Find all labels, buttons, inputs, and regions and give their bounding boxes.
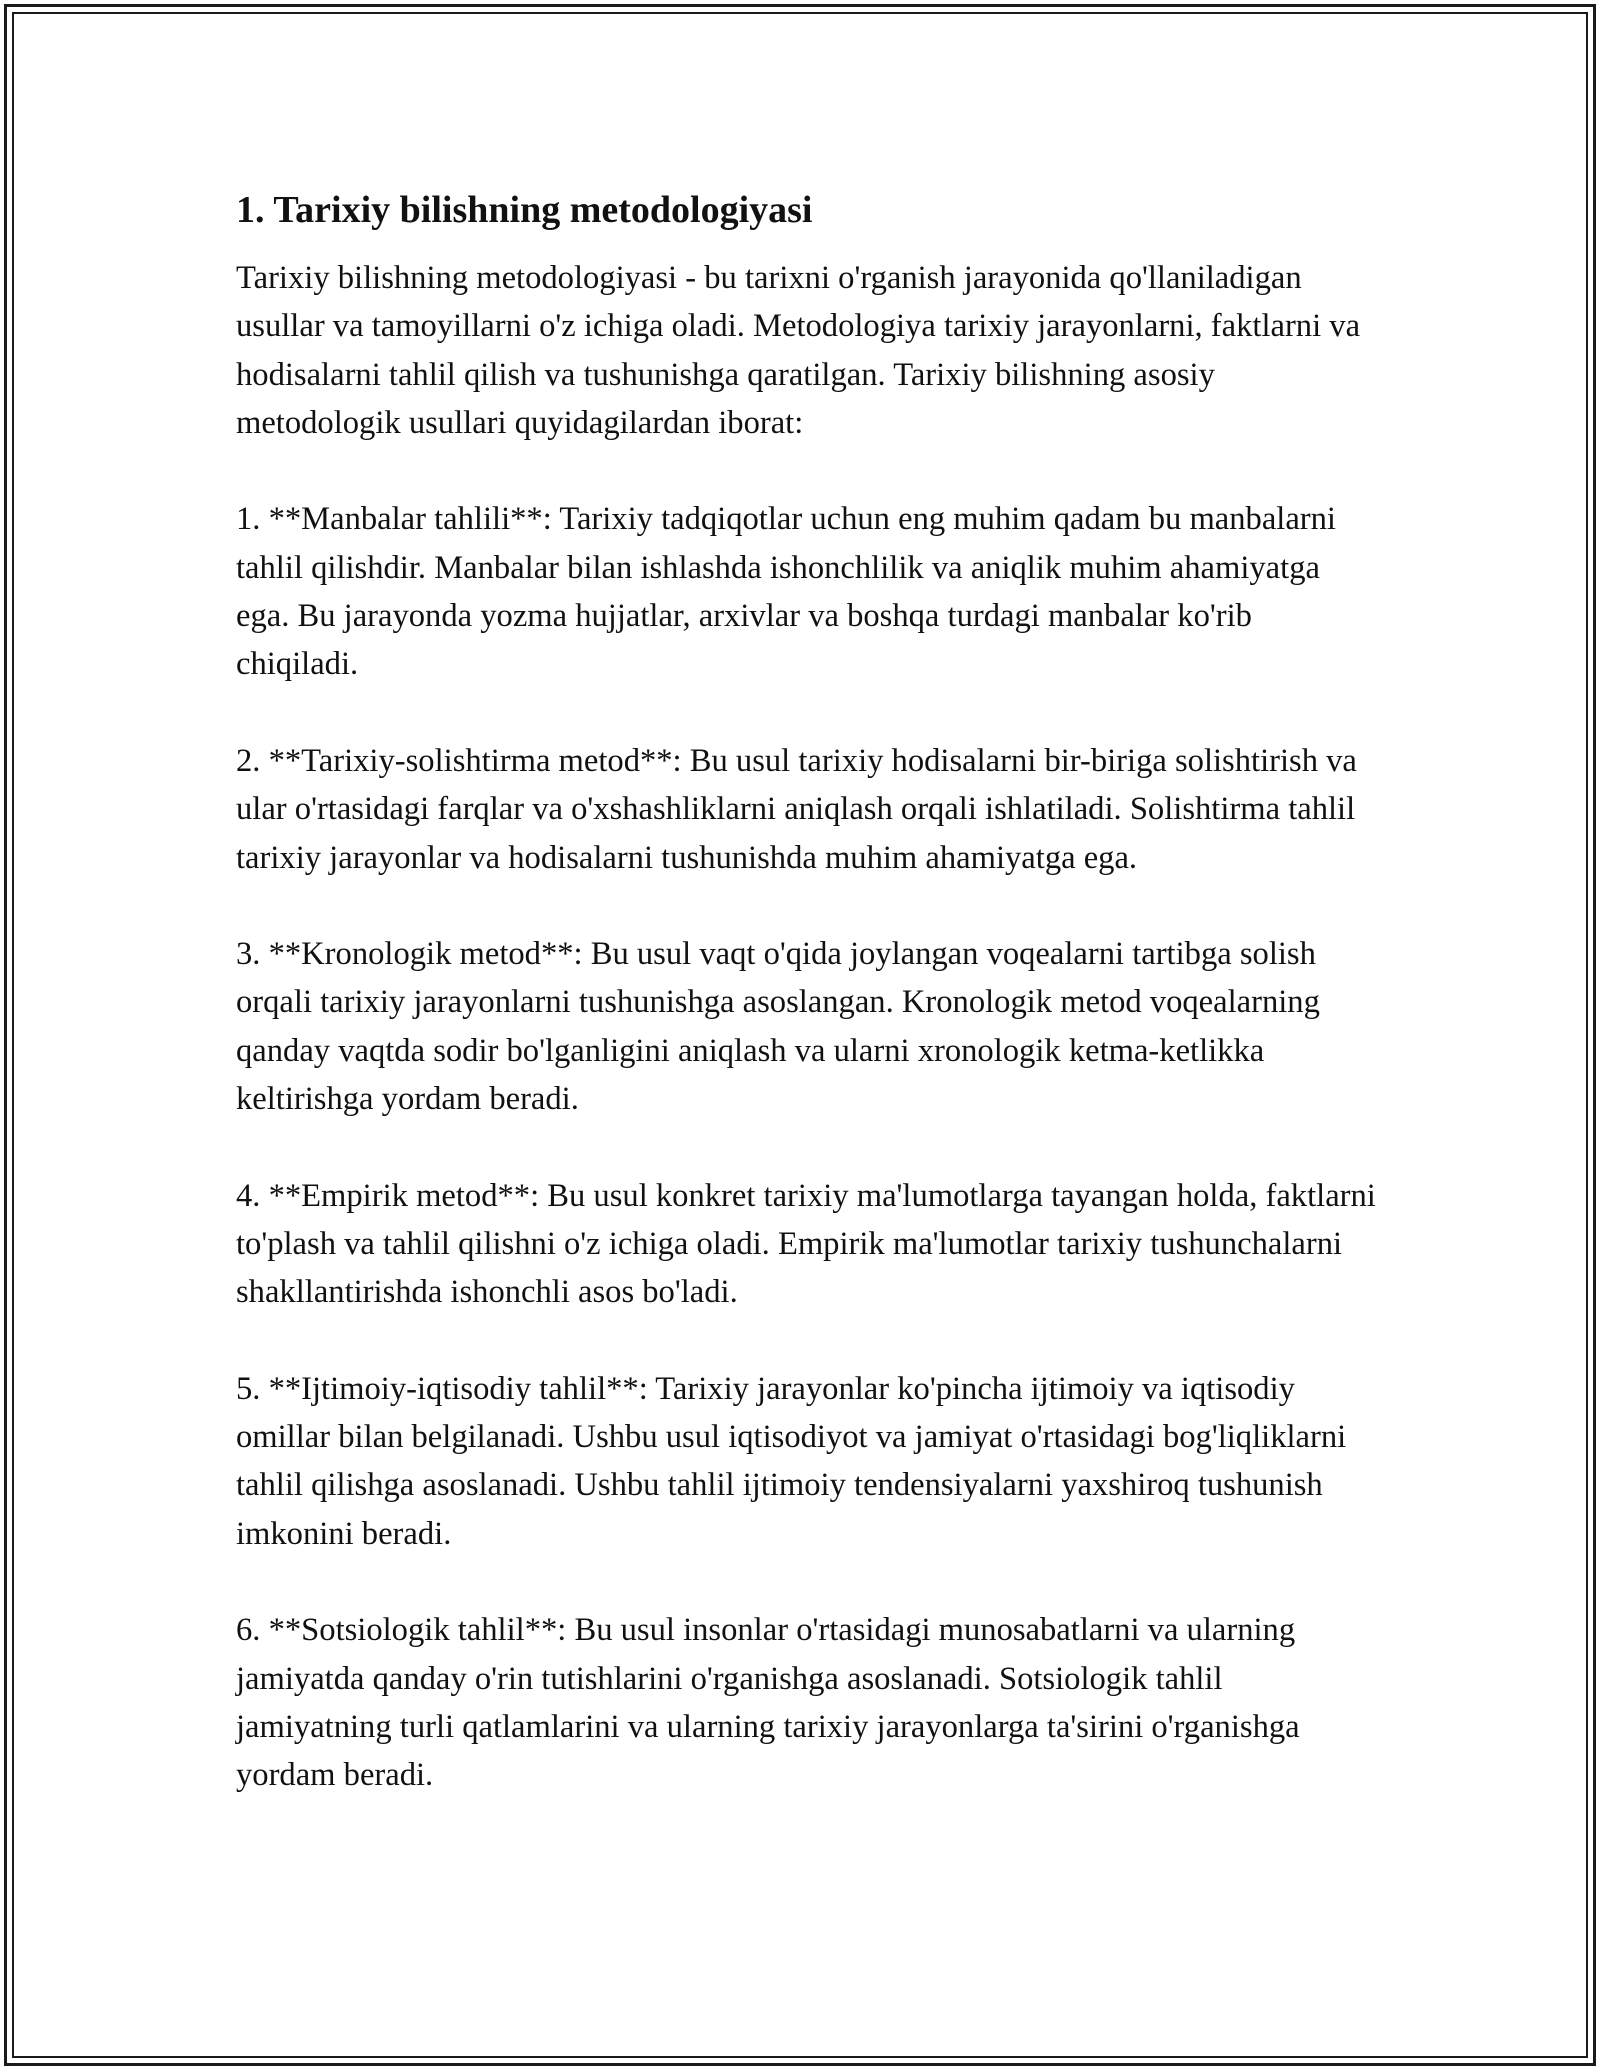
intro-paragraph: Tarixiy bilishning metodologiyasi - bu tarixni o'rganish jarayonida qo'llaniladigan usullar va tamoyillarni o'z ichiga oladi. Metodologiya tarixiy jarayonlarni, faktlarni va hodisalarni tahlil qilish va tushunishga qaratilgan. Tarixiy bilishning asosiy metodologik usullari quyidagilardan iborat: bbox=[236, 260, 1361, 441]
method-chronological-paragraph: 3. **Kronologik metod**: Bu usul vaqt o'qida joylangan voqealarni tartibga solish orqali tarixiy jarayonlarni tushunishga asoslangan. Kronologik metod voqealarning qanday vaqtda sodir bo'lganligini aniqlash va ularni xronologik ketma-ketlikka keltirishga yordam beradi. bbox=[236, 936, 1320, 1118]
method-comparative-paragraph: 2. **Tarixiy-solishtirma metod**: Bu usul tarixiy hodisalarni bir-biriga solishtirish va ular o'rtasidagi farqlar va o'xshashliklarni aniqlash orqali ishlatiladi. Solishtirma tahlil tarixiy jarayonlar va hodisalarni tushunishda muhim ahamiyatga ega. bbox=[236, 742, 1357, 876]
document-body bbox=[236, 186, 1376, 1800]
method-sociological-paragraph: 6. **Sotsiologik tahlil**: Bu usul insonlar o'rtasidagi munosabatlarni va ularning jamiyatda qanday o'rin tutishlarini o'rganishga asoslanadi. Sotsiologik tahlil jamiyatning turli qatlamlarini va ularning tarixiy jarayonlarga ta'sirini o'rganishga yordam beradi. bbox=[236, 1612, 1300, 1794]
document-title: 1. Tarixiy bilishning metodologiyasi bbox=[236, 189, 813, 231]
method-socioeconomic-paragraph: 5. **Ijtimoiy-iqtisodiy tahlil**: Tarixiy jarayonlar ko'pincha ijtimoiy va iqtisodiy omillar bilan belgilanadi. Ushbu usul iqtisodiyot va jamiyat o'rtasidagi bog'liqliklarni tahlil qilishga asoslanadi. Ushbu tahlil ijtimoiy tendensiyalarni yaxshiroq tushunish imkonini beradi. bbox=[236, 1370, 1347, 1552]
method-empirical-paragraph: 4. **Empirik metod**: Bu usul konkret tarixiy ma'lumotlarga tayangan holda, faktlarni to'plash va tahlil qilishni o'z ichiga oladi. Empirik ma'lumotlar tarixiy tushunchalarni shakllantirishda ishonchli asos bo'ladi. bbox=[236, 1177, 1376, 1311]
method-sources-paragraph: 1. **Manbalar tahlili**: Tarixiy tadqiqotlar uchun eng muhim qadam bu manbalarni tahlil qilishdir. Manbalar bilan ishlashda ishonchlilik va aniqlik muhim ahamiyatga ega. Bu jarayonda yozma hujjatlar, arxivlar va boshqa turdagi manbalar ko'rib chiqiladi. bbox=[236, 501, 1336, 683]
